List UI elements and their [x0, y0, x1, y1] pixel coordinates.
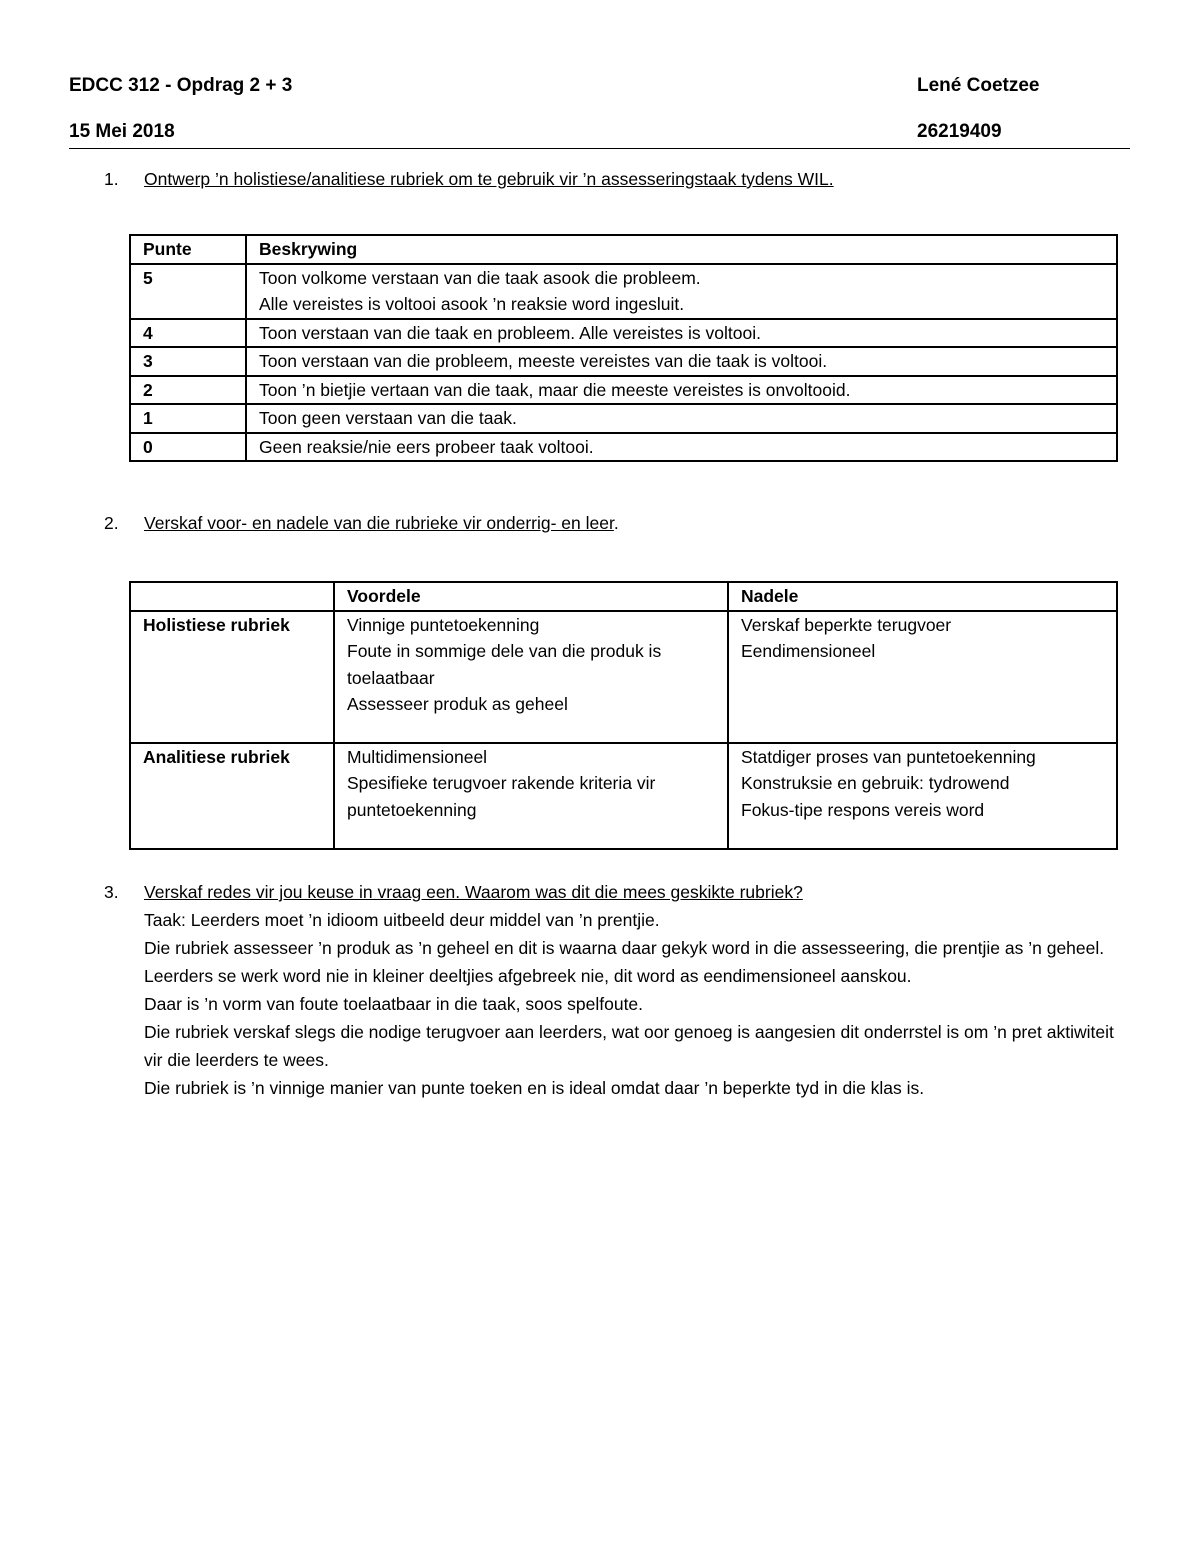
answer-paragraph: Leerders se werk word nie in kleiner deeltjies afgebreek nie, dit word as eendimensioneel aanskou. [144, 966, 912, 986]
table-row [130, 743, 1117, 849]
pros-line: Foute in sommige dele van die produk is toelaatbaar [347, 641, 662, 688]
points-cell: 5 [130, 264, 246, 319]
table-header-row [130, 582, 1117, 611]
description-cell [246, 264, 1117, 319]
rubric-type-cell: Holistiese rubriek [130, 611, 334, 743]
pros-line: Vinnige puntetoekenning [347, 614, 540, 635]
cons-cell [728, 743, 1117, 849]
pros-cell [334, 611, 728, 743]
cons-line: Konstruksie en gebruik: tydrowend [741, 773, 1010, 793]
question-number: 1. [104, 169, 119, 189]
student-number: 26219409 [917, 121, 1002, 142]
header-cell: Beskrywing [246, 235, 1117, 264]
cons-line: Fokus-tipe respons vereis word [741, 799, 985, 820]
rubric-type-cell: Analitiese rubriek [130, 743, 334, 849]
question-title: Ontwerp ’n holistiese/analitiese rubriek om te gebruik vir ’n assesseringstaak tydens WIL. [144, 169, 834, 189]
question-title: Verskaf voor- en nadele van die rubrieke vir onderrig- en leer [144, 513, 614, 533]
answer-paragraph: Daar is ’n vorm van foute toelaatbaar in die taak, soos spelfoute. [144, 994, 644, 1014]
header-cell [130, 582, 334, 611]
points-cell: 2 [130, 376, 246, 405]
answer-paragraph: Die rubriek verskaf slegs die nodige terugvoer aan leerders, wat oor genoeg is aangesien dit onderrstel is om ’n pret aktiwiteit vir die leerders te wees. [144, 1022, 1114, 1070]
rubric-table [129, 234, 1118, 462]
description-line: Toon volkome verstaan van die taak asook die probleem. [259, 267, 701, 288]
points-cell: 1 [130, 404, 246, 433]
cons-line: Verskaf beperkte terugvoer [741, 614, 952, 635]
header-cell: Voordele [334, 582, 728, 611]
question-number: 3. [104, 882, 119, 902]
pros-line: Multidimensioneel [347, 746, 488, 767]
description-line: Alle vereistes is voltooi asook ’n reaksie word ingesluit. [259, 294, 685, 314]
pros-cons-table [129, 581, 1118, 850]
description-cell: Toon verstaan van die taak en probleem. Alle vereistes is voltooi. [246, 319, 1117, 348]
question-title: Verskaf redes vir jou keuse in vraag een. Waarom was dit die mees geskikte rubriek? [144, 882, 803, 902]
answer-paragraph: Die rubriek assesseer ’n produk as ’n geheel en dit is waarna daar gekyk word in die assesseering, die prentjie as ’n geheel. [144, 938, 1105, 958]
table-row [130, 264, 1117, 319]
cons-line: Statdiger proses van puntetoekenning [741, 746, 1036, 767]
pros-cell [334, 743, 728, 849]
description-cell: Toon verstaan van die probleem, meeste vereistes van die taak is voltooi. [246, 347, 1117, 376]
header-divider [69, 148, 1130, 149]
points-cell: 4 [130, 319, 246, 348]
header-cell: Punte [130, 235, 246, 264]
question-title-suffix: . [613, 513, 619, 533]
table-row [130, 404, 1117, 433]
header-cell: Nadele [728, 582, 1117, 611]
author-name: Lené Coetzee [917, 75, 1040, 96]
course-heading: EDCC 312 - Opdrag 2 + 3 [69, 75, 293, 96]
pros-line: Assesseer produk as geheel [347, 694, 568, 714]
pros-line: Spesifieke terugvoer rakende kriteria vir puntetoekenning [347, 773, 656, 820]
table-row [130, 376, 1117, 405]
description-cell: Geen reaksie/nie eers probeer taak voltooi. [246, 433, 1117, 462]
description-cell: Toon geen verstaan van die taak. [246, 404, 1117, 433]
table-row [130, 319, 1117, 348]
date-heading: 15 Mei 2018 [69, 121, 175, 142]
cons-line: Eendimensioneel [741, 641, 876, 661]
cons-cell [728, 611, 1117, 743]
answer-paragraph: Die rubriek is ’n vinnige manier van punte toeken en is ideal omdat daar ’n beperkte tyd in die klas is. [144, 1078, 925, 1098]
table-row [130, 611, 1117, 743]
points-cell: 0 [130, 433, 246, 462]
table-row [130, 347, 1117, 376]
answer-paragraph: Taak: Leerders moet ’n idioom uitbeeld deur middel van ’n prentjie. [144, 910, 660, 930]
table-header-row [130, 235, 1117, 264]
points-cell: 3 [130, 347, 246, 376]
table-row [130, 433, 1117, 462]
question-number: 2. [104, 513, 119, 533]
description-cell: Toon ’n bietjie vertaan van die taak, maar die meeste vereistes is onvoltooid. [246, 376, 1117, 405]
